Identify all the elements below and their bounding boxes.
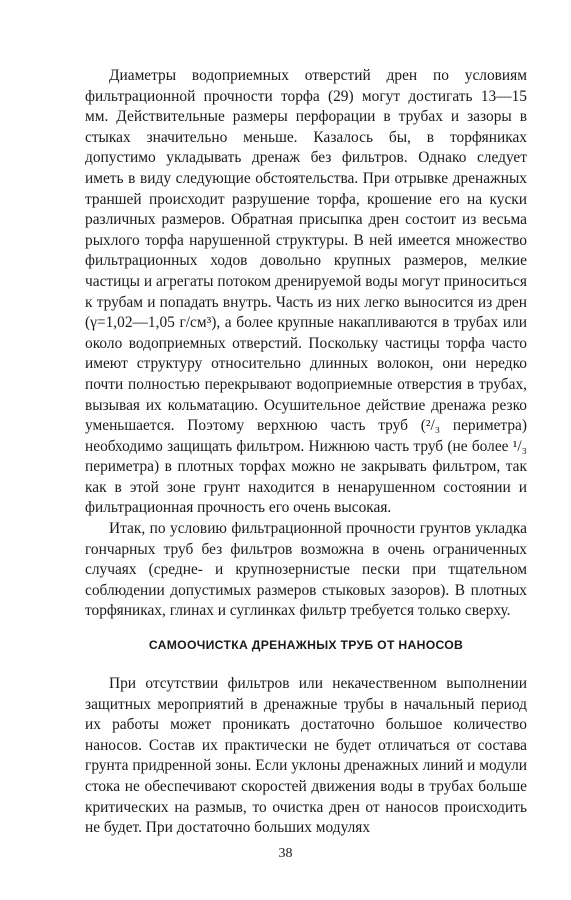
paragraph-conclusion: Итак, по условию фильтрационной прочности грунтов укладка гончарных труб без фильтров возможна в очень ограниченных случаях (средне- и крупнозернистые пески при тщательном соблюдении допустимых размеров стыковых зазоров). В плотных торфяниках, глинах и суглинках фильтр требуется только сверху. — [85, 520, 527, 620]
main-text-block — [85, 66, 527, 622]
paragraph-filtration-strength: Диаметры водоприемных отверстий дрен по условиям фильтрационной прочности торфа (29) могут достигать 13—15 мм. Действительные размеры перфорации в трубах и зазоры в стыках значительно меньше. Казалось бы, в торфяниках допустимо укладывать дренаж без фильтров. Однако следует иметь в виду следующие обстоятельства. При отрывке дренажных траншей происходит разрушение торфа, крошение его на куски различных размеров. Обратная присыпка дрен состоит из весьма рыхлого торфа нарушенной структуры. В ней имеется множество фильтрационных ходов довольно крупных размеров, мелкие частицы и агрегаты потоком дренируемой воды могут приноситься к трубам и попадать внутрь. Часть из них легко выносится из дрен (γ=1,02—1,05 г/см³), а более крупные накапливаются в трубах или около водоприемных отверстий. Поскольку частицы торфа часто имеют структуру относительно длинных волокон, они нередко почти полностью перекрывают водоприемные отверстия в трубах, вызывая их кольматацию. Осушительное действие дренажа резко уменьшается. Поэтому верхнюю часть труб (²/₃ периметра) необходимо защищать фильтром. Нижнюю часть труб (не более ¹/₃ периметра) в плотных торфах можно не закрывать фильтром, так как в этой зоне грунт находится в ненарушенном состоянии и фильтрационная прочность его очень высокая. — [85, 67, 527, 517]
section-text-block — [85, 674, 527, 839]
section-heading: САМООЧИСТКА ДРЕНАЖНЫХ ТРУБ ОТ НАНОСОВ — [148, 638, 464, 652]
page-number: 38 — [278, 846, 293, 861]
paragraph-self-cleaning: При отсутствии фильтров или некачественном выполнении защитных мероприятий в дренажные трубы в начальный период их работы может проникать достаточно большое количество наносов. Состав их практически не будет отличаться от состава грунта придренной зоны. Если уклоны дренажных линий и модули стока не обеспечивают скоростей движения воды в трубах больше критических на размыв, то очистка дрен от наносов происходить не будет. При достаточно больших модулях — [85, 675, 527, 837]
